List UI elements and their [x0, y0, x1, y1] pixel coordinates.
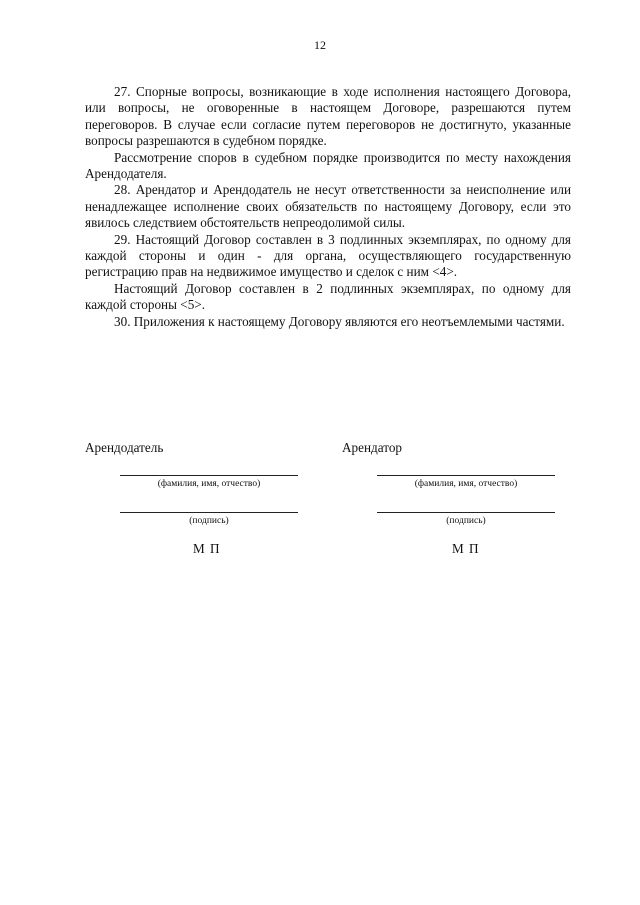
page-number: 12: [314, 38, 326, 52]
lessee-signature-caption: (подпись): [446, 516, 486, 526]
lessor-stamp-mark: М П: [193, 541, 221, 556]
lessor-name-caption: (фамилия, имя, отчество): [157, 479, 261, 489]
lessee-name-line: [377, 475, 555, 476]
document-body: [85, 84, 571, 330]
lessee-signature-block: [377, 512, 555, 526]
lessor-signature-block: [120, 512, 298, 526]
paragraph-27: 27. Спорные вопросы, возникающие в ходе исполнения настоящего Договора, или вопросы, не оговоренные в настоящем Договоре, разрешаются путем переговоров. В случае если согласие путем переговоров не достигнуто, указанные вопросы разрешаются в судебном порядке.: [85, 84, 571, 149]
paragraph-29: 29. Настоящий Договор составлен в 3 подлинных экземплярах, по одному для каждой стороны и один - для органа, осуществляющего государственную регистрацию прав на недвижимое имущество и сделок с ним <4>.: [85, 231, 571, 280]
lessor-signature-line: [120, 512, 298, 513]
paragraph-28: 28. Арендатор и Арендодатель не несут ответственности за неисполнение или ненадлежащее исполнение своих обязательств по настоящему Договору, если это явилось следствием обстоятельств непреодолимой силы.: [85, 182, 571, 231]
lessee-stamp-mark: М П: [452, 541, 480, 556]
lessee-label: Арендатор: [342, 440, 403, 455]
paragraph-29-alternative: Настоящий Договор составлен в 2 подлинных экземплярах, по одному для каждой стороны <5>.: [85, 280, 571, 313]
lessor-signature-caption: (подпись): [189, 516, 229, 526]
lessee-signature-line: [377, 512, 555, 513]
lessor-name-block: [120, 475, 298, 489]
paragraph-30: 30. Приложения к настоящему Договору являются его неотъемлемыми частями.: [114, 313, 565, 329]
lessor-name-line: [120, 475, 298, 476]
lessor-label: Арендодатель: [85, 440, 164, 455]
lessee-name-caption: (фамилия, имя, отчество): [414, 479, 518, 489]
lessee-name-block: [377, 475, 555, 489]
paragraph-27-jurisdiction: Рассмотрение споров в судебном порядке производится по месту нахождения Арендодателя.: [85, 149, 571, 182]
